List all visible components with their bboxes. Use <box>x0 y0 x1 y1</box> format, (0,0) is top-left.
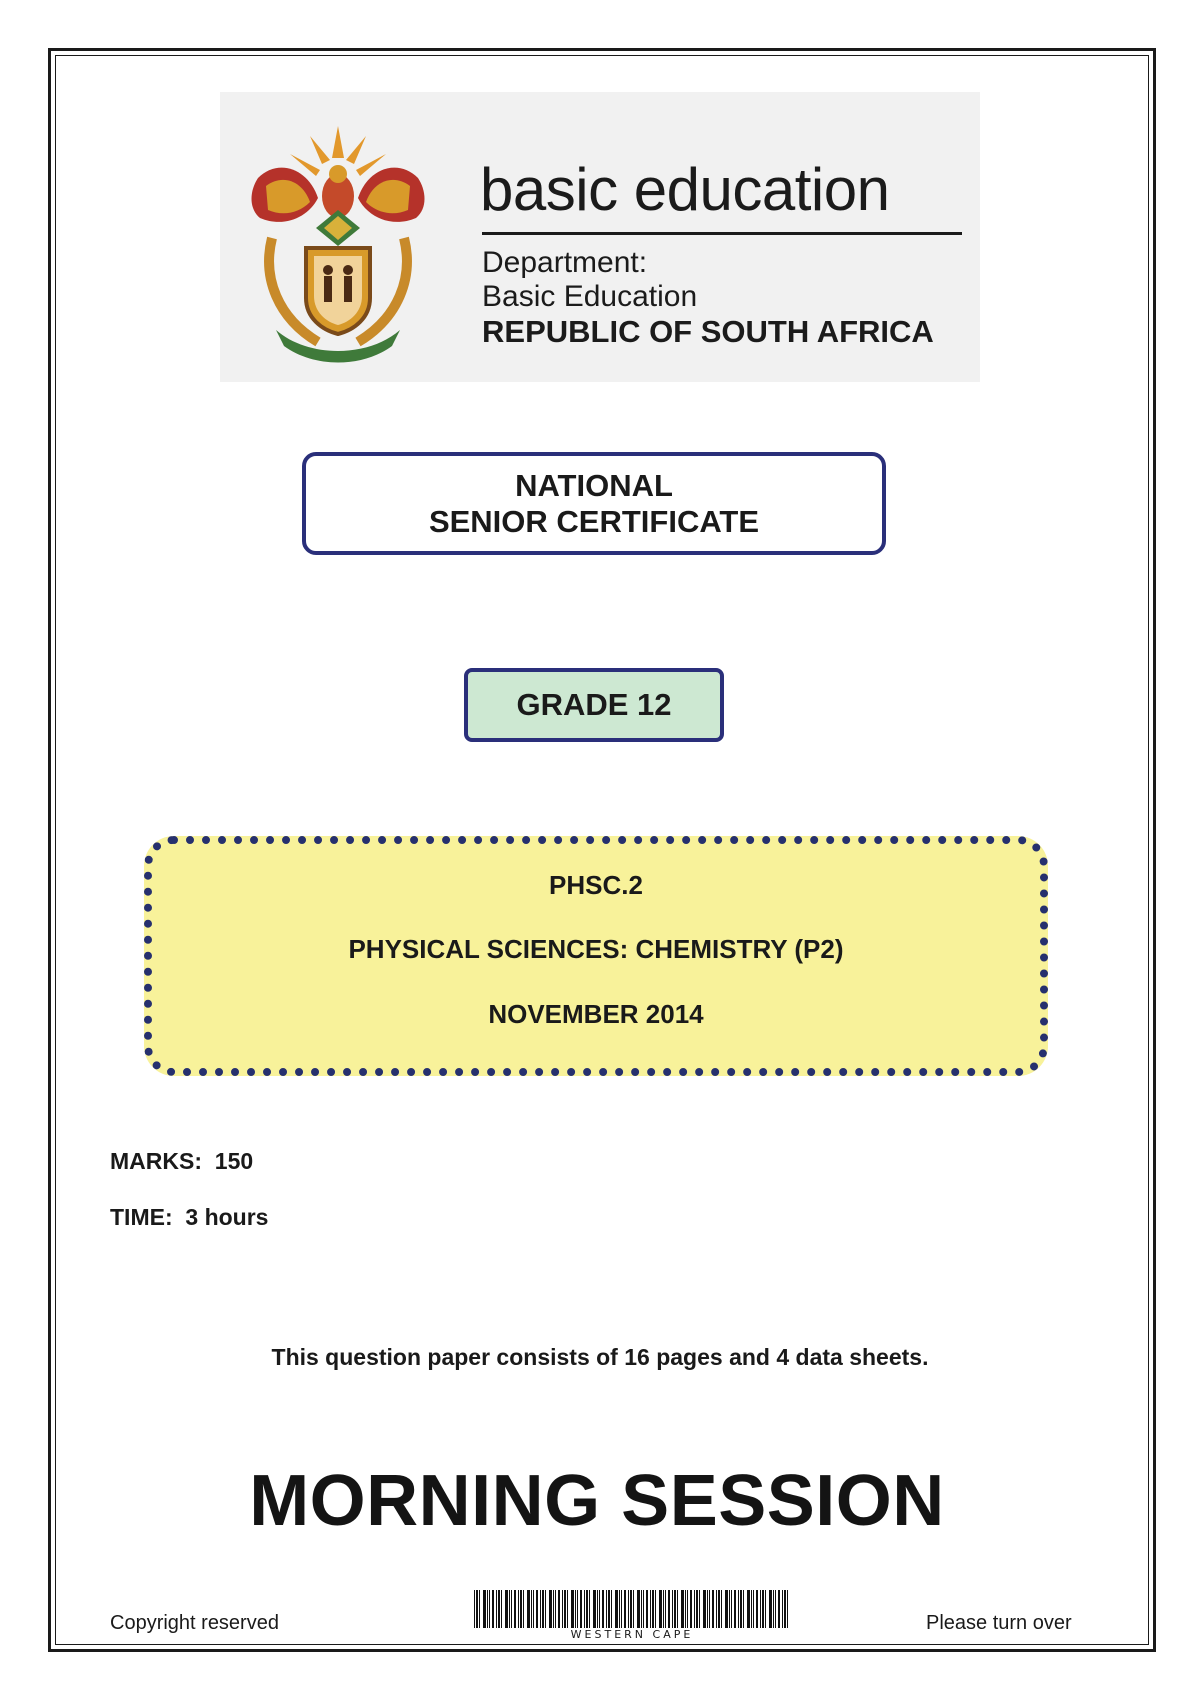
subject-title: PHYSICAL SCIENCES: CHEMISTRY (P2) <box>348 934 844 964</box>
marks-label: MARKS: <box>110 1148 202 1174</box>
certificate-box <box>302 452 886 555</box>
paper-note: This question paper consists of 16 pages and 4 data sheets. <box>271 1344 929 1370</box>
subject-code: PHSC.2 <box>549 870 643 900</box>
time-line <box>110 1204 268 1231</box>
certificate-line-2: SENIOR CERTIFICATE <box>428 503 760 539</box>
time-value: 3 hours <box>185 1204 269 1230</box>
turn-over-text: Please turn over <box>926 1612 1072 1634</box>
barcode-caption: WESTERN CAPE <box>570 1628 694 1641</box>
grade-box <box>464 668 724 742</box>
department-label: Department: <box>482 246 648 279</box>
session-title: MORNING SESSION <box>249 1461 945 1541</box>
marks-value: 150 <box>214 1148 254 1174</box>
subject-box <box>144 836 1048 1076</box>
department-name: Basic Education <box>482 280 698 313</box>
country-name: REPUBLIC OF SOUTH AFRICA <box>482 314 934 349</box>
coat-of-arms-icon <box>238 118 438 368</box>
marks-line <box>110 1148 253 1175</box>
grade-label: GRADE 12 <box>516 687 672 722</box>
time-label: TIME: <box>110 1204 173 1230</box>
certificate-line-1: NATIONAL <box>515 467 673 503</box>
brand-underline <box>482 232 962 235</box>
exam-date: NOVEMBER 2014 <box>488 999 704 1029</box>
barcode <box>474 1590 790 1628</box>
copyright-text: Copyright reserved <box>110 1612 279 1634</box>
brand-title: basic education <box>480 156 890 223</box>
